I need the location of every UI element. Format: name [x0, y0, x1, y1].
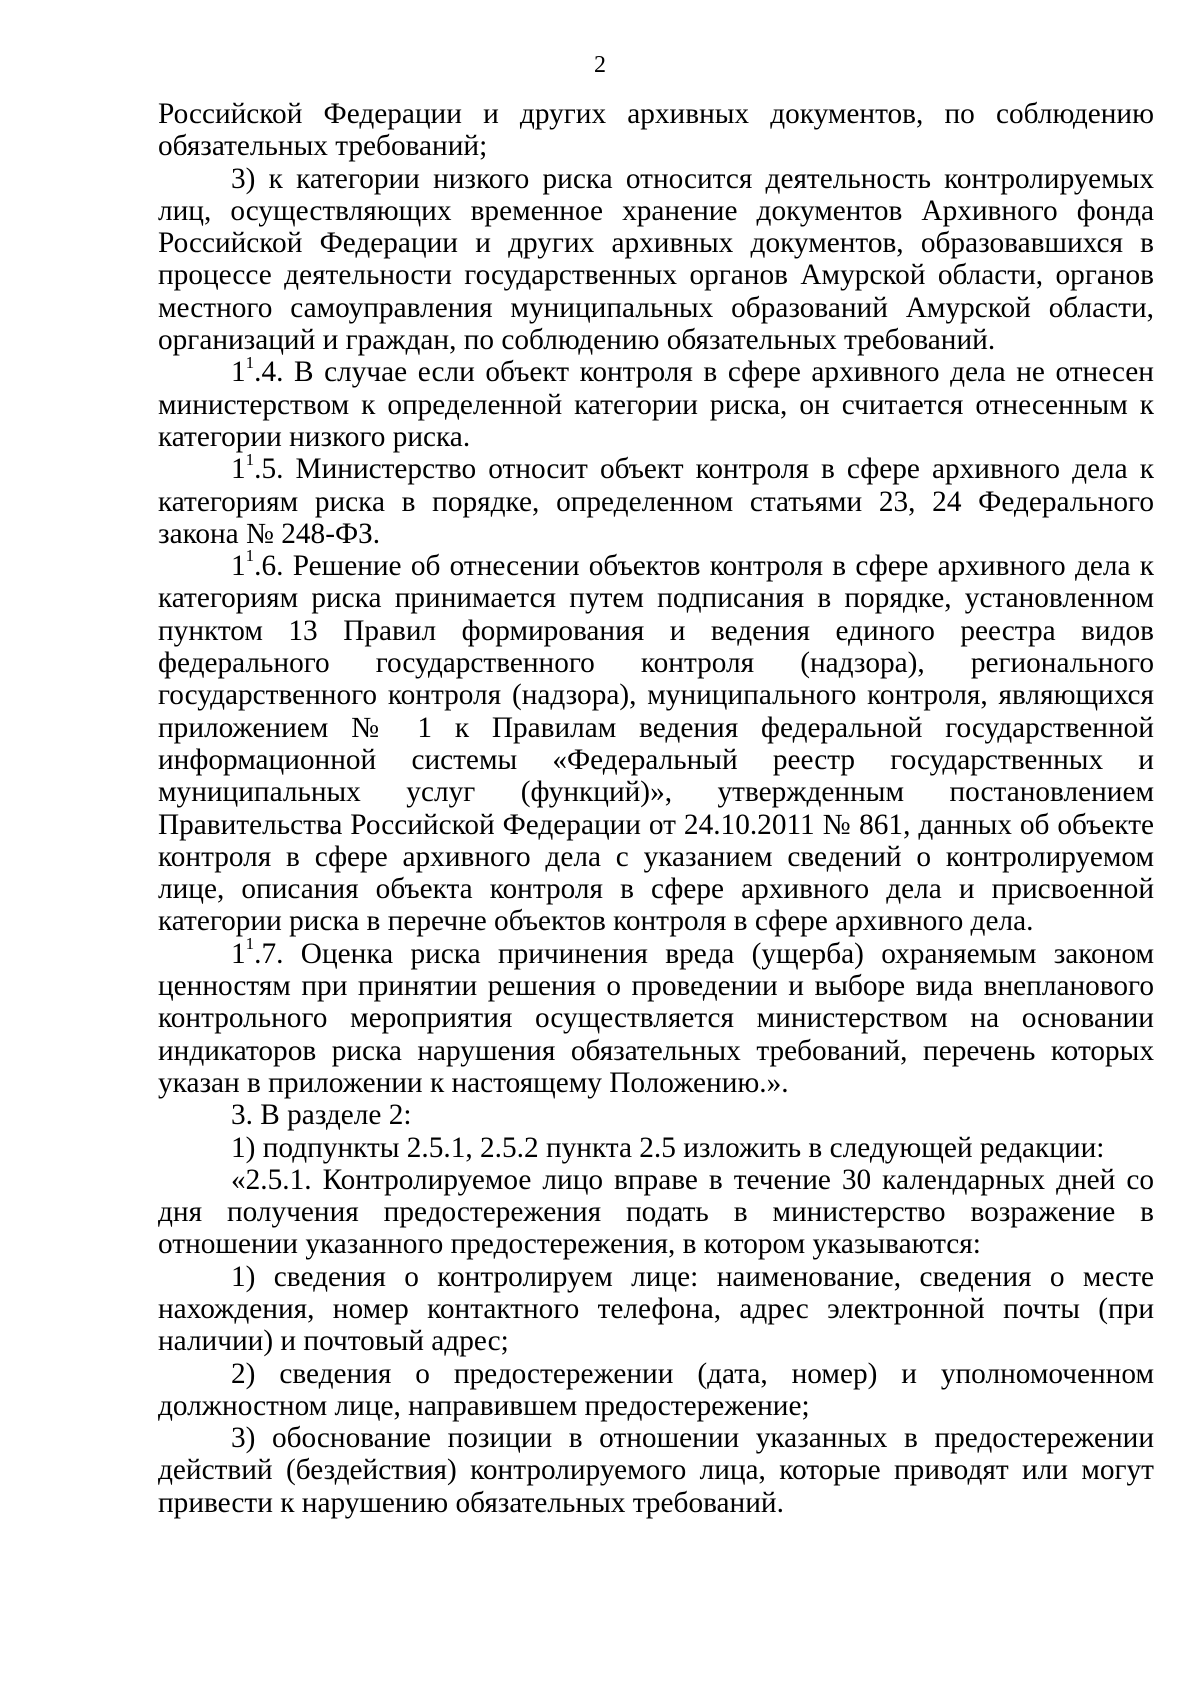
paragraph-text: .4. В случае если объект контроля в сфере архивного дела не отнесен министерством к определенной категории риска, он считается отнесенным к категории низкого риска. [158, 356, 1154, 453]
paragraph-continuation: Российской Федерации и других архивных документов, по соблюдению обязательных требований; [158, 98, 1154, 163]
paragraph-low-risk-category: 3) к категории низкого риска относится деятельность контролируемых лиц, осуществляющих временное хранение документов Архивного фонда Российской Федерации и других архивных документов, образовавшихся в процессе деятельности государственных органов Амурской области, органов местного самоуправления муниципальных образований Амурской области, организаций и граждан, по соблюдению обязательных требований. [158, 162, 1154, 357]
document-body [158, 98, 1154, 1519]
page-number: 2 [594, 52, 606, 78]
paragraph-section-2-heading: 3. В разделе 2: [231, 1099, 412, 1132]
paragraph-item-1-7 [158, 933, 1154, 1099]
paragraph-text: .5. Министерство относит объект контроля в сфере архивного дела к категориям риска в порядке, определенном статьями 23, 24 Федерального закона № 248-ФЗ. [158, 453, 1154, 550]
item-superscript: 1 [245, 449, 255, 469]
paragraph-item-1-6 [158, 546, 1154, 938]
paragraph-item-1-4 [158, 352, 1154, 453]
paragraph-objection-point-2: 2) сведения о предостережении (дата, номер) и уполномоченном должностном лице, направившем предостережение; [158, 1357, 1154, 1422]
item-number: 1 [231, 356, 246, 389]
item-number: 1 [231, 453, 246, 486]
item-superscript: 1 [245, 933, 255, 953]
item-number: 1 [231, 550, 246, 583]
paragraph-text: .7. Оценка риска причинения вреда (ущерба) охраняемым законом ценностям при принятии решения о проведении и выборе вида внепланового контрольного мероприятия осуществляется министерством на основании индикаторов риска нарушения обязательных требований, перечень которых указан в приложении к настоящему Положению.». [158, 937, 1154, 1099]
paragraph-item-1-5 [158, 449, 1154, 550]
item-number: 1 [231, 937, 246, 970]
paragraph-item-2-5-1: «2.5.1. Контролируемое лицо вправе в течение 30 календарных дней со дня получения предостережения подать в министерство возражение в отношении указанного предостережения, в котором указываются: [158, 1163, 1154, 1261]
paragraph-objection-point-3: 3) обоснование позиции в отношении указанных в предостережении действий (бездействия) контролируемого лица, которые приводят или могут привести к нарушению обязательных требований. [158, 1422, 1154, 1519]
item-superscript: 1 [245, 546, 255, 566]
paragraph-objection-point-1: 1) сведения о контролируем лице: наименование, сведения о месте нахождения, номер контактного телефона, адрес электронной почты (при наличии) и почтовый адрес; [158, 1260, 1154, 1358]
paragraph-text: .6. Решение об отнесении объектов контроля в сфере архивного дела к категориям риска принимается путем подписания в порядке, установленном пунктом 13 Правил формирования и ведения единого реестра видов федерального государственного контроля (надзора), регионального государственного контроля (надзора), муниципального контроля, являющихся приложением № 1 к Правилам ведения федеральной государственной информационной системы «Федеральный реестр государственных и муниципальных услуг (функций)», утвержденным постановлением Правительства Российской Федерации от 24.10.2011 № 861, данных об объекте контроля в сфере архивного дела с указанием сведений о контролируемом лице, описания объекта контроля в сфере архивного дела и присвоенной категории риска в перечне объектов контроля в сфере архивного дела. [158, 550, 1154, 938]
paragraph-subitems-amendment: 1) подпункты 2.5.1, 2.5.2 пункта 2.5 изложить в следующей редакции: [231, 1131, 1105, 1164]
item-superscript: 1 [245, 352, 255, 372]
